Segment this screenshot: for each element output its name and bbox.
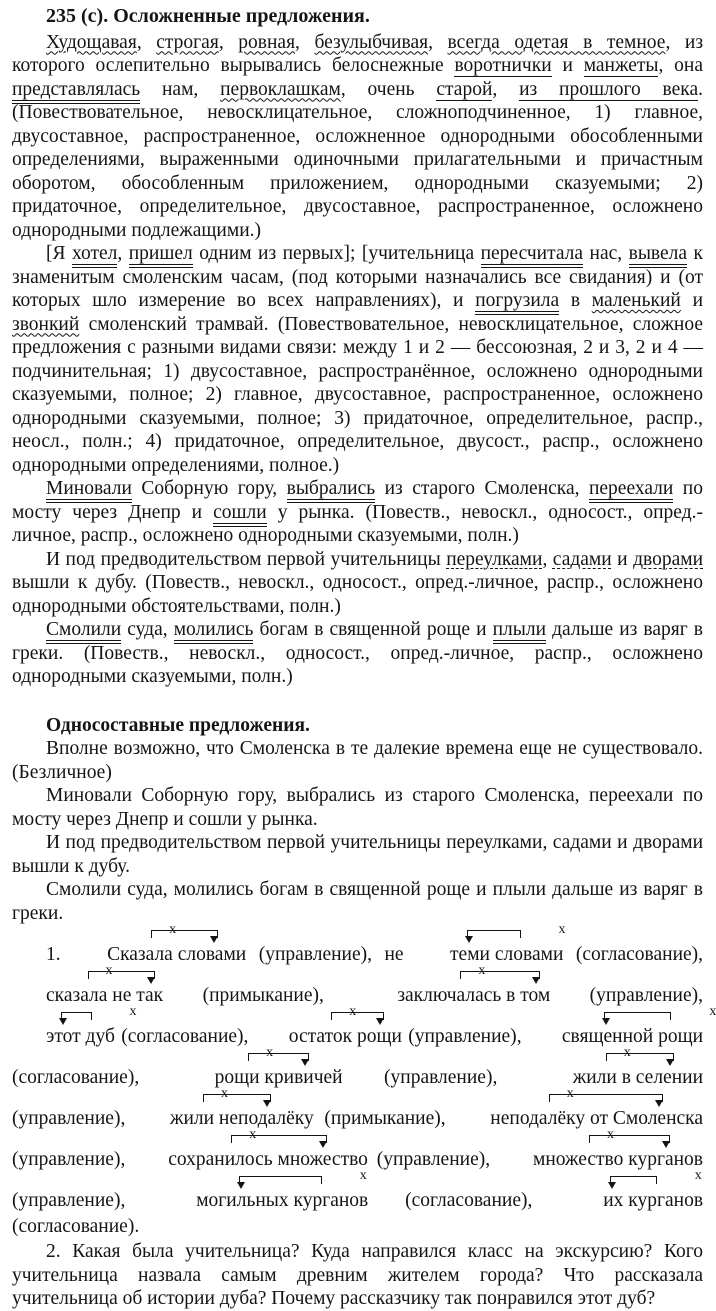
word: священной [561,1026,654,1047]
connection-bracket [239,1176,322,1184]
connection-type-label: (управление) [258,944,368,965]
word-pair [499,1127,704,1173]
predicate-underline: пришел [129,243,193,268]
sentence-analysis-2: [Я хотел, пришел одним из первых]; [учительница пересчитала нас, вывела к знаменитым смоленским часам, (под которыми назначались все свидания) и (от которых шло измерение во всех направлениях), и погрузила в маленький и звонкий смоленский трамвай. (Повествовательное, невосклицательное, сложное предложения с разными видами связи: между 1 и 2 — бессоюзная, 2 и 3, 2 и 4 — подчинительная; 1) двусоставное, распространённое, осложнено однородными сказуемыми, полное; 2) главное, двусоставное, распространенное, осложнено однородными сказуемыми, полное; 3) придаточное, определительное, распр., неосл., полн.; 4) придаточное, определительное, двусост., распр., осложнено однородными определениями, полное.) [12,243,703,476]
arrow-head-icon [147,977,155,984]
connection-type-label: (согласование) [121,1026,244,1047]
word-pair: х неподалёку от Смоленска [490,1086,704,1129]
attribute-underline: маленький [591,290,681,311]
word: Смоленска [612,1108,704,1129]
predicate-underline: плыли [493,619,546,644]
word-pair [181,1045,343,1091]
section-heading: Односоставные предложения. [46,714,310,736]
predicate-underline: вывела [629,243,687,268]
word: словами [494,944,564,965]
word: рощи [658,1026,704,1047]
connection-type-label: (управление) [12,1190,121,1211]
head-word-x-mark: х [709,1004,716,1019]
word: курганов [628,1190,704,1211]
word-connections-paragraph: 1. х Сказала словами (управление), не х теми словами (согласование), х сказала не так (примыкание), х заключалась в том (управление), х этот дуб (согласование), х остаток рощи (управление), х священной рощи (согласование), х рощи кривичей (управление), х жили в селении (управление), х жили неподалёку (примыкание), х неподалёку от Смоленска (управление), х сохранилось множество (управление), х множество курганов (управление), х могильных курганов (согласование), х их курганов (согласование). [12,922,716,1237]
predicate-underline: выбрались [287,478,376,503]
attribute-underline: строгая [156,31,219,53]
connection-type-label: (управление) [384,1067,493,1088]
attribute-underline: безулыбчивая [314,31,429,53]
adverbial-underline: дворами [633,548,704,570]
head-word-x-mark: х [266,1045,274,1060]
subject-underline: старой [436,78,493,100]
one-part-sentence-4: Смолили суда, молились богам в священной роще и плыли дальше из варяг в греки. [12,879,703,924]
arrow-head-icon [662,1141,670,1148]
predicate-underline: Миновали [46,478,132,503]
word: могильных [196,1190,289,1211]
connection-type-label: (управление) [589,985,699,1006]
subject-underline: из прошлого века [519,78,699,100]
word-pair [569,1168,704,1214]
head-word-x-mark: х [558,922,566,937]
head-word-x-mark: х [249,1127,257,1142]
head-word-x-mark: х [478,963,486,978]
arrow-head-icon [59,1018,67,1025]
predicate-underline: хотел [72,243,117,268]
word-pair [162,1168,369,1214]
predicate-underline: Смолили [46,619,121,644]
word: множество [277,1149,368,1170]
predicate-underline: сошли [213,502,267,527]
word-pair [134,1127,368,1173]
one-part-sentence-3: И под предводительством первой учительницы переулками, садами и дворами вышли к дубу. [12,832,703,877]
head-word-x-mark: х [105,963,113,978]
subject-underline: воротнички [454,55,552,76]
connection-type-label: (управление) [12,1108,121,1129]
connection-type-label: (согласование) [12,1067,135,1088]
attribute-underline: ровная [238,31,296,53]
subject-underline: манжеты [583,55,659,76]
connection-bracket [467,930,521,938]
head-word-x-mark: х [606,1127,614,1142]
word: рощи [214,1067,260,1088]
connection-type-label: (примыкание) [202,985,319,1006]
head-word-x-mark: х [129,1004,137,1019]
arrow-head-icon [608,1182,616,1189]
arrow-head-icon [602,1018,610,1025]
arrow-head-icon [237,1182,245,1189]
word: неподалёку [490,1108,586,1129]
adverbial-underline: переулками [446,548,543,570]
sentence-analysis-5: Смолили суда, молились богам в священной роще и плыли дальше из варяг в греки. (Повеств., невоскл., односост., опред.-личное, распр., осложнено однородными сказуемыми, полн.) [12,619,704,687]
predicate-underline: молились [174,619,254,644]
word: сохранилось [168,1149,273,1170]
one-part-sentence-2: Миновали Соборную гору, выбрались из старого Смоленска, переехали по мосту через Днепр и сошли у рынка. [12,785,703,830]
head-word-x-mark: х [623,1045,631,1060]
connection-type-label: (примыкание) [324,1108,441,1129]
word: жили [169,1108,215,1129]
arrow-head-icon [465,936,473,943]
word-pair: х жили в селении [572,1045,704,1088]
word-pair [136,1086,314,1132]
arrow-head-icon [376,1018,384,1025]
connection-bracket [610,1176,657,1184]
predicate-underline: пересчитала [481,243,583,268]
word: неподалёку [218,1108,314,1129]
one-part-sentence-1: Вполне возможно, что Смоленска в те далекие времена еще не существовало. (Безличное) [12,738,703,783]
head-word-x-mark: х [566,1086,574,1101]
word: словами [177,944,247,965]
arrow-head-icon [532,977,540,984]
word: Сказала [107,944,173,965]
word-pair [12,1004,137,1050]
connection-type-label: (согласование) [405,1190,528,1211]
arrow-head-icon [666,1059,674,1066]
connection-type-label: (согласование) [12,1216,135,1237]
word: жили [572,1067,617,1088]
word-pair: х заключалась в том [397,963,551,1006]
connection-bracket [604,1012,671,1020]
word: теми [450,944,490,965]
adverbial-underline: садами [552,548,612,570]
head-word-x-mark: х [694,1168,702,1183]
word: курганов [628,1149,704,1170]
word-pair [416,922,566,968]
word-pair [528,1004,716,1050]
predicate-underline: представлялась [12,79,140,104]
word: множество [532,1149,624,1170]
word: сказала [46,985,108,1006]
sentence-analysis-4: И под предводительством первой учительницы переулками, садами и дворами вышли к дубу. (Повеств., невоскл., односост., опред.-личное, распр., осложнено однородными обстоятельствами, полн.) [12,548,704,617]
questions-paragraph: 2. Какая была учительница? Куда направился класс на экскурсию? Кого учительница назвала самым древним жителем города? Что рассказала учительница об истории дуба? Почему рассказчику так понравился этот дуб? [12,1241,703,1309]
attribute-underline: Худощавая [46,31,137,53]
attribute-underline: звонкий [12,313,80,335]
connection-type-label: (управление) [12,1149,121,1170]
word: заключалась [397,985,502,1006]
word: том [520,985,551,1006]
word: так [136,985,164,1006]
exercise-content [12,5,716,1311]
word-pair: х сказала не так [46,963,164,1006]
head-word-x-mark: х [349,1004,357,1019]
word: кривичей [264,1067,343,1088]
word: селении [635,1067,704,1088]
head-word-x-mark: х [220,1086,228,1101]
connection-type-label: (управление) [408,1026,517,1047]
arrow-head-icon [301,1059,309,1066]
sentence-analysis-3: Миновали Соборную гору, выбрались из старого Смоленска, переехали по мосту через Днепр и сошли у рынка. (Повеств., невоскл., односост., опред.-личное, распр., осложнено однородными сказуемыми, полн.) [12,478,703,546]
attribute-underline: первоклашкам [220,78,341,100]
word: рощи [356,1026,402,1047]
arrow-head-icon [319,1141,327,1148]
predicate-underline: переехали [589,478,673,503]
arrow-head-icon [655,1100,663,1107]
connection-type-label: (управление) [376,1149,486,1170]
sentence-analysis-1: Худощавая, строгая, ровная, безулыбчивая, всегда одетая в темное, из которого ослепительно вырывались белоснежные воротнички и манжеты, она представлялась нам, первоклашкам, очень старой, из прошлого века. (Повествовательное, невосклицательное, сложноподчиненное, 1) главное, двусоставное, распространенное, осложненное однородными обособленными определениями, выраженными одиночными прилагательными и причастным оборотом, обособленным приложением, однородными сказуемыми; 2) придаточное, определительное, двусоставное, распространенное, осложнено однородными подлежащими.) [12,31,704,241]
exercise-title: 235 (с). Осложненные предложения. [46,5,370,27]
word-pair [73,922,247,968]
arrow-head-icon [210,936,218,943]
head-word-x-mark: х [359,1168,367,1183]
word: остаток [288,1026,353,1047]
arrow-head-icon [263,1100,271,1107]
word: их [603,1190,624,1211]
word: этот [46,1026,81,1047]
connection-type-label: (согласование) [575,944,699,965]
word: дуб [85,1026,115,1047]
attribute-underline: всегда одетая в темное [447,31,666,53]
predicate-underline: погрузила [475,290,559,315]
word: курганов [293,1190,369,1211]
word-pair [255,1004,402,1050]
head-word-x-mark: х [169,922,177,937]
